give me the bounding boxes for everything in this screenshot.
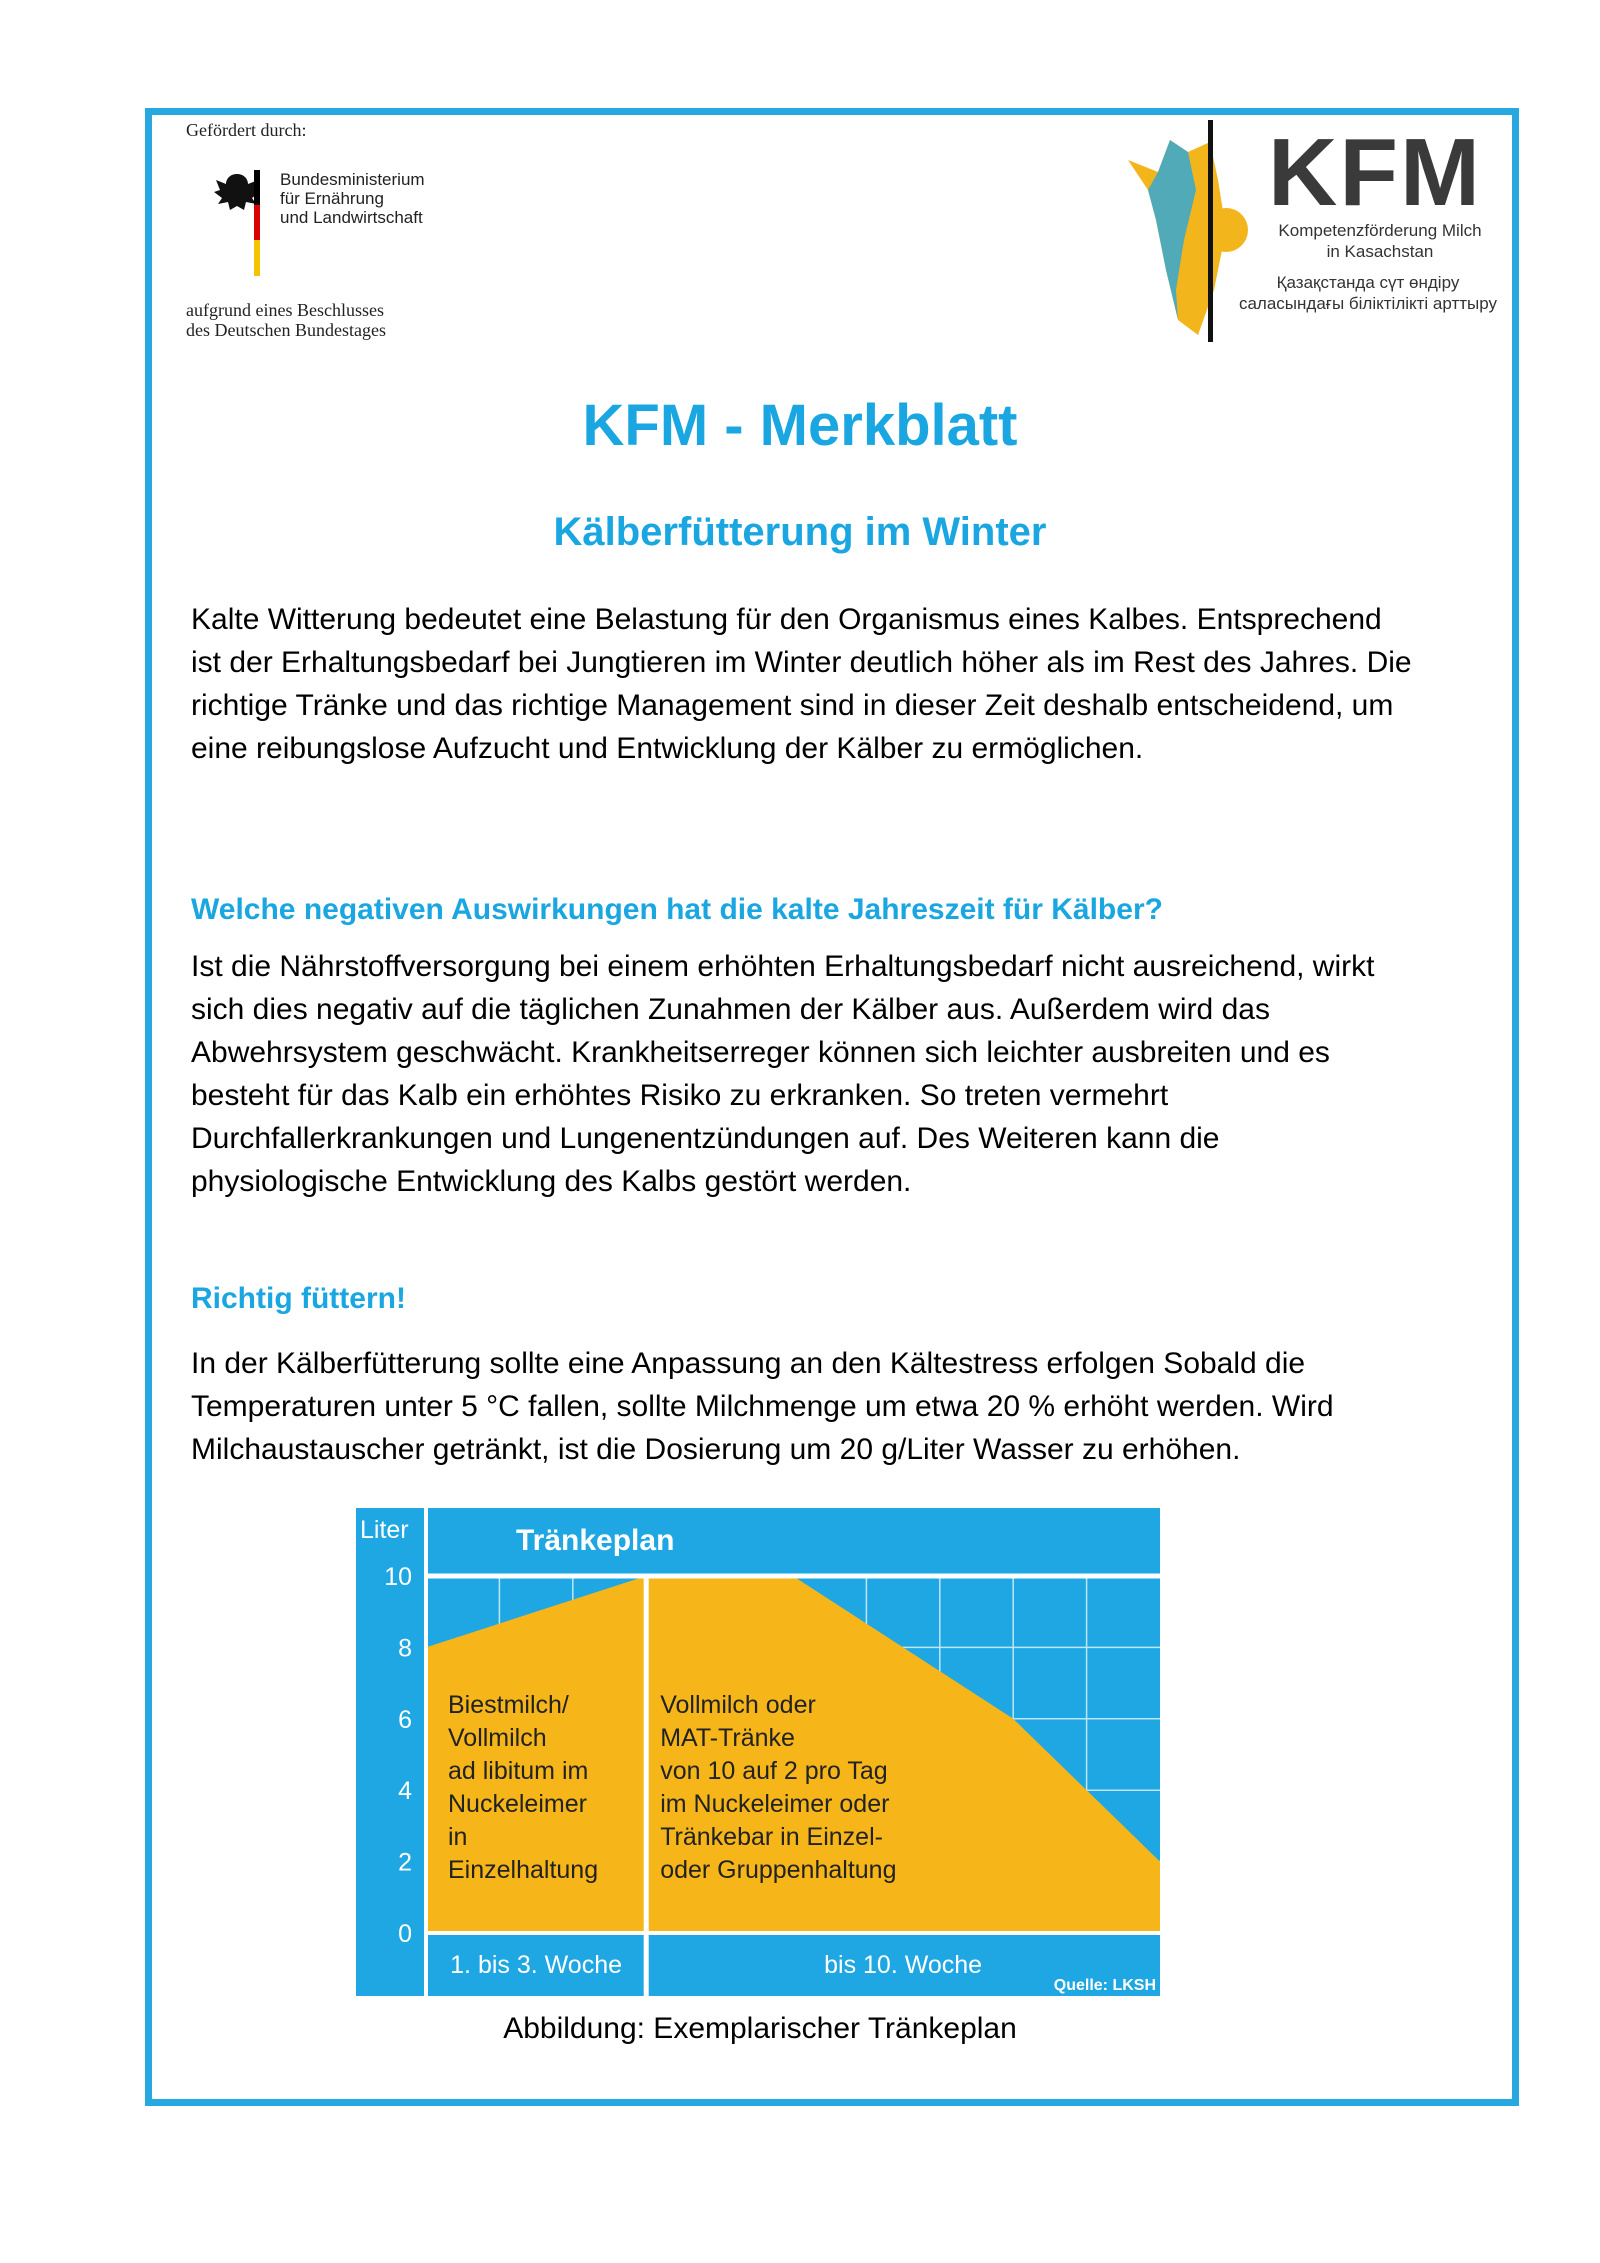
page-title: KFM - Merkblatt <box>582 393 1018 458</box>
flag-red-bar <box>254 205 260 240</box>
funded-by-label: Gefördert durch: <box>186 120 307 140</box>
page-subtitle: Kälberfütterung im Winter <box>553 510 1047 554</box>
kfm-subtitle-kazakh <box>1218 272 1518 314</box>
y-tick-label: 4 <box>398 1777 412 1806</box>
section-heading: Richtig füttern! <box>191 1282 406 1315</box>
kfm-sub-line: Kompetenzförderung Milch <box>1278 221 1482 240</box>
series-annotation: Biestmilch/ <box>448 1691 569 1719</box>
section-paragraph: In der Kälberfütterung sollte eine Anpassung an den Kältestress erfolgen Sobald die Temperaturen unter 5 °C fallen, sollte Milchmenge um etwa 20 % erhöht werden. Wird Milchaustauscher getränkt, ist die Dosierung um 20 g/Liter Wasser zu erhöhen. <box>191 1347 1334 1466</box>
federal-eagle-icon <box>212 170 262 276</box>
kfm-sub-line: Қазақстанда сүт өндіру <box>1276 273 1460 292</box>
flag-black-bar <box>254 170 260 205</box>
ministry-name <box>280 170 425 227</box>
flag-gold-bar <box>254 240 260 276</box>
bundestag-line: des Deutschen Bundestages <box>186 320 386 340</box>
y-axis-label: Liter <box>360 1516 409 1544</box>
section-heading: Welche negativen Auswirkungen hat die kalte Jahreszeit für Kälber? <box>191 893 1163 926</box>
kfm-sub-line: in Kasachstan <box>1326 242 1434 261</box>
series-annotation: Einzelhaltung <box>448 1856 599 1884</box>
section-paragraph: Ist die Nährstoffversorgung bei einem erhöhten Erhaltungsbedarf nicht ausreichend, wirkt sich dies negativ auf die täglichen Zunahmen der Kälber aus. Außerdem wird das Abwehrsystem geschwächt. Krankheitserreger können sich leichter ausbreiten und es besteht für das Kalb ein erhöhtes Risiko zu erkranken. So treten vermehrt Durchfallerkrankungen und Lungenentzündungen auf. Des Weiteren kann die physiologische Entwicklung des Kalbs gestört werden. <box>191 950 1375 1198</box>
series-annotation: MAT-Tränke <box>660 1724 795 1752</box>
bundestag-note <box>186 300 386 340</box>
series-annotation: von 10 auf 2 pro Tag <box>660 1757 888 1785</box>
ministry-line: und Landwirtschaft <box>280 208 423 227</box>
bundestag-line: aufgrund eines Beschlusses <box>186 300 384 320</box>
series-annotation: Vollmilch <box>448 1724 547 1752</box>
y-tick-label: 10 <box>384 1563 412 1591</box>
y-tick-label: 8 <box>398 1634 412 1663</box>
kfm-sub-line: саласындағы біліктілікті арттыру <box>1238 294 1498 313</box>
kfm-subtitle-german <box>1250 220 1510 262</box>
chart-svg <box>356 1508 1160 1996</box>
y-tick-label: 2 <box>398 1848 412 1877</box>
series-annotation: oder Gruppenhaltung <box>660 1856 897 1884</box>
series-annotation: im Nuckeleimer oder <box>660 1790 890 1818</box>
feeding-plan-chart <box>356 1508 1160 1996</box>
ministry-line: für Ernährung <box>280 189 384 208</box>
x-segment-label: 1. bis 3. Woche <box>450 1951 623 1979</box>
ministry-line: Bundesministerium <box>280 170 425 189</box>
figure-caption: Abbildung: Exemplarischer Tränkeplan <box>503 2012 1017 2045</box>
y-tick-label: 6 <box>398 1705 412 1734</box>
series-annotation: Nuckeleimer <box>448 1790 587 1818</box>
x-segment-label: bis 10. Woche <box>824 1951 983 1979</box>
series-annotation: in <box>448 1823 468 1851</box>
series-annotation: Vollmilch oder <box>660 1691 816 1719</box>
series-annotation: ad libitum im <box>448 1757 589 1785</box>
chart-title: Tränkeplan <box>516 1524 675 1557</box>
intro-paragraph: Kalte Witterung bedeutet eine Belastung für den Organismus eines Kalbes. Entsprechend ist der Erhaltungsbedarf bei Jungtieren im Winter deutlich höher als im Rest des Jahres. Die richtige Tränke und das richtige Management sind in dieser Zeit deshalb entscheidend, um eine reibungslose Aufzucht und Entwicklung der Kälber zu ermöglichen. <box>191 603 1412 765</box>
kfm-logo-text: KFM <box>1268 119 1482 226</box>
chart-source: Quelle: LKSH <box>1053 1977 1156 1994</box>
series-annotation: Tränkebar in Einzel- <box>660 1823 883 1851</box>
y-tick-label: 0 <box>398 1920 412 1948</box>
